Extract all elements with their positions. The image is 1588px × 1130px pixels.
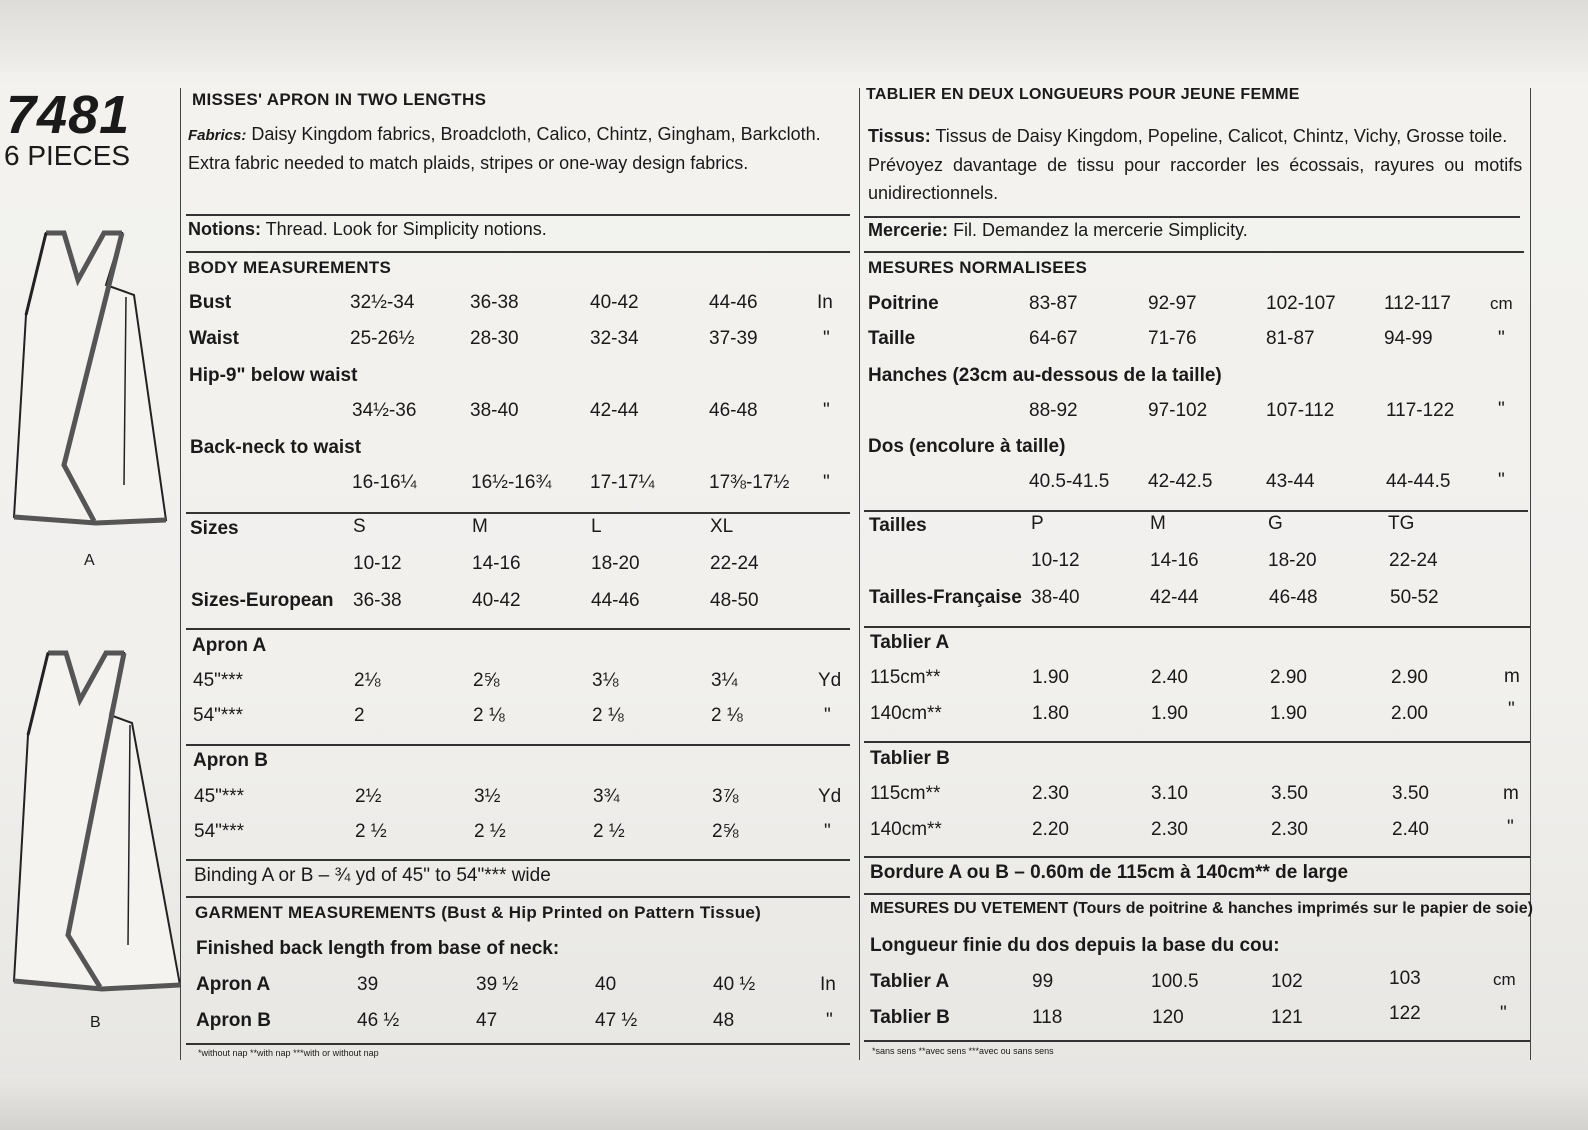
- en-bust-m: 36-38: [470, 292, 519, 313]
- fr-waist-g: 81-87: [1266, 328, 1315, 349]
- en-euro-xl: 48-50: [710, 590, 759, 611]
- en-apron-a-54-m: 2 ⅛: [473, 705, 505, 726]
- rule: [186, 512, 850, 514]
- fr-apron-a-115-g: 2.90: [1270, 667, 1307, 688]
- fr-fin-b-label: Tablier B: [870, 1007, 950, 1028]
- en-size-l: L: [591, 516, 602, 537]
- left-margin-rule: [180, 88, 181, 1060]
- fr-size-m-num: 14-16: [1150, 550, 1199, 571]
- fr-apron-a-140-unit: ": [1508, 699, 1515, 720]
- en-waist-label: Waist: [189, 328, 239, 349]
- en-apron-b-54-s: 2 ½: [355, 821, 387, 842]
- fr-waist-m: 71-76: [1148, 328, 1197, 349]
- en-notions-label: Notions:: [188, 219, 261, 239]
- en-back-unit: ": [823, 472, 830, 493]
- rule: [864, 216, 1520, 218]
- fr-back-tg: 44-44.5: [1386, 471, 1451, 492]
- fr-fabrics: [868, 126, 1507, 147]
- en-fin-a-xl: 40 ½: [713, 974, 756, 995]
- fr-bust-unit: cm: [1490, 294, 1513, 313]
- en-back-s: 16-16¼: [352, 472, 417, 493]
- en-euro-m: 40-42: [472, 590, 521, 611]
- fr-size-g-num: 18-20: [1268, 550, 1317, 571]
- pattern-number: 7481: [6, 85, 131, 145]
- en-fin-a-unit: In: [820, 974, 836, 995]
- fr-fin-a-tg: 103: [1389, 968, 1421, 989]
- en-apron-b-54-xl: 2⅝: [712, 821, 739, 842]
- fr-size-tg-num: 22-24: [1389, 550, 1438, 571]
- rule: [186, 859, 850, 861]
- fr-back-label: Dos (encolure à taille): [868, 436, 1066, 457]
- en-apron-a-45-xl: 3¼: [711, 670, 738, 691]
- fr-apron-a-115-p: 1.90: [1032, 667, 1069, 688]
- en-back-m: 16½-16¾: [471, 472, 552, 493]
- en-fabrics-label: Fabrics:: [188, 127, 247, 144]
- fr-euro-p: 38-40: [1031, 587, 1080, 608]
- en-fin-b-label: Apron B: [196, 1010, 271, 1031]
- en-hip-label: Hip-9" below waist: [189, 365, 358, 386]
- en-bust-l: 40-42: [590, 292, 639, 313]
- fr-fabrics-line3: unidirectionnels.: [868, 183, 999, 203]
- fr-hip-g: 107-112: [1266, 400, 1335, 421]
- en-hip-unit: ": [823, 400, 830, 421]
- apron-b-illustration: [8, 645, 186, 995]
- fr-apron-b-115-unit: m: [1503, 783, 1519, 804]
- en-apron-a-54-xl: 2 ⅛: [711, 705, 743, 726]
- en-apron-b-54-m: 2 ½: [474, 821, 506, 842]
- fr-hip-m: 97-102: [1148, 400, 1208, 421]
- fr-apron-a-140-tg: 2.00: [1391, 703, 1428, 724]
- fr-waist-tg: 94-99: [1384, 328, 1433, 349]
- figure-b-label: B: [90, 1014, 101, 1031]
- en-size-xl: XL: [710, 516, 734, 537]
- fr-hip-tg: 117-122: [1386, 400, 1455, 421]
- fr-fabrics-label: Tissus:: [868, 126, 931, 146]
- fr-fabrics-line2: Prévoyez davantage de tissu pour raccorder les écossais, rayures ou motifs: [868, 155, 1523, 175]
- en-bust-unit: In: [817, 292, 833, 313]
- fr-apron-a-140-m: 1.90: [1151, 703, 1188, 724]
- en-apron-a-45-label: 45"***: [193, 670, 244, 691]
- fr-apron-b-115-label: 115cm**: [870, 783, 941, 804]
- fr-bust-p: 83-87: [1029, 293, 1078, 314]
- fr-fin-b-tg: 122: [1389, 1003, 1421, 1024]
- fr-apron-a-115-label: 115cm**: [870, 667, 941, 688]
- fr-apron-a-140-p: 1.80: [1032, 703, 1069, 724]
- en-fin-b-unit: ": [826, 1010, 833, 1031]
- fr-apron-b-115-p: 2.30: [1032, 783, 1069, 804]
- fr-apron-a-115-m: 2.40: [1151, 667, 1188, 688]
- rule: [186, 744, 850, 746]
- en-waist-l: 32-34: [590, 328, 639, 349]
- fr-apron-b-label: Tablier B: [870, 748, 950, 769]
- en-apron-a-45-s: 2⅛: [354, 670, 381, 691]
- fr-apron-a-115-tg: 2.90: [1391, 667, 1428, 688]
- fr-euro-g: 46-48: [1269, 587, 1318, 608]
- paper-bottom-edge: [0, 1075, 1588, 1130]
- rule: [186, 628, 850, 630]
- fr-title: TABLIER EN DEUX LONGUEURS POUR JEUNE FEMME: [866, 86, 1300, 103]
- en-hip-s: 34½-36: [352, 400, 417, 421]
- en-apron-b-45-l: 3¾: [593, 786, 620, 807]
- en-hip-m: 38-40: [470, 400, 519, 421]
- fr-fin-b-unit: ": [1500, 1003, 1507, 1024]
- en-back-label: Back-neck to waist: [190, 437, 362, 458]
- en-apron-a-54-unit: ": [824, 705, 831, 726]
- en-back-xl: 17⅜-17½: [709, 472, 790, 493]
- en-garment-heading: GARMENT MEASUREMENTS (Bust & Hip Printed on Pattern Tissue): [195, 903, 762, 922]
- en-binding: Binding A or B – ¾ yd of 45" to 54"*** wide: [194, 865, 551, 886]
- fr-size-p: P: [1031, 513, 1044, 534]
- rule: [864, 510, 1528, 512]
- fr-apron-b-140-label: 140cm**: [870, 819, 942, 840]
- en-fin-a-s: 39: [357, 974, 379, 995]
- fr-apron-b-140-p: 2.20: [1032, 819, 1069, 840]
- rule: [864, 1040, 1530, 1042]
- fr-apron-b-115-g: 3.50: [1271, 783, 1308, 804]
- apron-a-illustration: [6, 225, 174, 530]
- en-fabrics-line2: Extra fabric needed to match plaids, stripes or one-way design fabrics.: [188, 153, 749, 173]
- en-apron-a-54-s: 2: [354, 705, 365, 726]
- en-apron-a-45-l: 3⅛: [592, 670, 619, 691]
- fr-apron-a-label: Tablier A: [870, 632, 950, 653]
- en-back-l: 17-17¼: [590, 472, 655, 493]
- fr-notions: [868, 220, 1248, 241]
- pieces-count: 6 PIECES: [4, 140, 131, 171]
- fr-apron-b-140-m: 2.30: [1151, 819, 1188, 840]
- fr-euro-label: Tailles-Française: [869, 587, 1022, 608]
- fr-bust-label: Poitrine: [868, 293, 939, 314]
- en-euro-s: 36-38: [353, 590, 402, 611]
- en-sizes-label: Sizes: [190, 518, 239, 539]
- fr-footnote: *sans sens **avec sens ***avec ou sans sens: [872, 1046, 1054, 1056]
- fr-fin-a-unit: cm: [1493, 970, 1516, 989]
- en-hip-xl: 46-48: [709, 400, 758, 421]
- en-apron-b-label: Apron B: [193, 750, 268, 771]
- fr-hip-p: 88-92: [1029, 400, 1078, 421]
- en-fabrics: [188, 124, 821, 145]
- fr-bust-g: 102-107: [1266, 293, 1336, 314]
- fr-apron-a-140-g: 1.90: [1270, 703, 1307, 724]
- en-finished: Finished back length from base of neck:: [196, 938, 560, 959]
- en-euro-l: 44-46: [591, 590, 640, 611]
- en-apron-a-45-m: 2⅝: [473, 670, 500, 691]
- fr-apron-b-140-g: 2.30: [1271, 819, 1308, 840]
- fr-fin-a-p: 99: [1032, 971, 1054, 992]
- en-size-m: M: [472, 516, 488, 537]
- fr-body-heading: MESURES NORMALISEES: [868, 258, 1088, 277]
- fr-apron-b-115-m: 3.10: [1151, 783, 1188, 804]
- figure-a-label: A: [84, 552, 95, 569]
- fr-apron-a-140-label: 140cm**: [870, 703, 942, 724]
- en-waist-xl: 37-39: [709, 328, 758, 349]
- rule: [864, 893, 1530, 895]
- en-fin-b-xl: 48: [713, 1010, 735, 1031]
- fr-fin-a-m: 100.5: [1151, 971, 1199, 992]
- en-apron-a-label: Apron A: [192, 635, 267, 656]
- en-apron-b-54-l: 2 ½: [593, 821, 625, 842]
- fr-notions-label: Mercerie:: [868, 220, 949, 240]
- rule: [186, 214, 850, 216]
- fr-fin-b-g: 121: [1271, 1007, 1303, 1028]
- en-size-s: S: [353, 516, 366, 537]
- en-size-s-num: 10-12: [353, 553, 402, 574]
- en-size-l-num: 18-20: [591, 553, 640, 574]
- fr-back-g: 43-44: [1266, 471, 1315, 492]
- en-apron-b-45-m: 3½: [474, 786, 501, 807]
- en-apron-b-45-s: 2½: [355, 786, 382, 807]
- en-fin-a-label: Apron A: [196, 974, 271, 995]
- fr-back-unit: ": [1498, 470, 1505, 491]
- en-apron-b-54-label: 54"***: [194, 821, 245, 842]
- fr-waist-unit: ": [1498, 328, 1505, 349]
- fr-waist-label: Taille: [868, 328, 916, 349]
- rule: [864, 741, 1530, 743]
- en-apron-b-54-unit: ": [824, 821, 831, 842]
- en-fabrics-text: Daisy Kingdom fabrics, Broadcloth, Calico, Chintz, Gingham, Barkcloth.: [251, 124, 821, 144]
- rule: [186, 1043, 850, 1045]
- en-waist-s: 25-26½: [350, 328, 415, 349]
- fr-fin-b-m: 120: [1152, 1007, 1184, 1028]
- fr-fin-a-g: 102: [1271, 971, 1303, 992]
- fr-size-tg: TG: [1388, 513, 1415, 534]
- en-apron-a-54-l: 2 ⅛: [592, 705, 624, 726]
- en-waist-unit: ": [823, 328, 830, 349]
- en-fin-a-m: 39 ½: [476, 974, 519, 995]
- en-footnote: *without nap **with nap ***with or without nap: [198, 1048, 379, 1058]
- fr-hip-label: Hanches (23cm au-dessous de la taille): [868, 365, 1222, 386]
- rule: [864, 856, 1530, 858]
- en-size-xl-num: 22-24: [710, 553, 759, 574]
- fr-apron-a-115-unit: m: [1504, 666, 1520, 687]
- en-hip-l: 42-44: [590, 400, 639, 421]
- en-apron-a-45-unit: Yd: [818, 670, 842, 691]
- fr-euro-m: 42-44: [1150, 587, 1199, 608]
- en-apron-b-45-label: 45"***: [194, 786, 245, 807]
- en-apron-b-45-unit: Yd: [818, 786, 842, 807]
- en-size-m-num: 14-16: [472, 553, 521, 574]
- en-euro-label: Sizes-European: [191, 590, 334, 611]
- en-notions-text: Thread. Look for Simplicity notions.: [265, 219, 547, 239]
- rule: [186, 251, 850, 253]
- en-waist-m: 28-30: [470, 328, 519, 349]
- fr-back-p: 40.5-41.5: [1029, 471, 1110, 492]
- fr-apron-b-115-tg: 3.50: [1392, 783, 1429, 804]
- fr-bust-tg: 112-117: [1384, 293, 1451, 314]
- fr-back-m: 42-42.5: [1148, 471, 1213, 492]
- en-fin-a-l: 40: [595, 974, 617, 995]
- fr-apron-b-140-unit: ": [1507, 817, 1514, 838]
- en-bust-xl: 44-46: [709, 292, 758, 313]
- fr-waist-p: 64-67: [1029, 328, 1078, 349]
- fr-sizes-label: Tailles: [869, 515, 927, 536]
- fr-size-m: M: [1150, 513, 1166, 534]
- en-fin-b-s: 46 ½: [357, 1010, 400, 1031]
- fr-euro-tg: 50-52: [1390, 587, 1439, 608]
- en-title: MISSES' APRON IN TWO LENGTHS: [192, 90, 487, 109]
- fr-fin-b-p: 118: [1032, 1007, 1063, 1028]
- en-fin-b-m: 47: [476, 1010, 498, 1031]
- fr-apron-b-140-tg: 2.40: [1392, 819, 1429, 840]
- en-bust-label: Bust: [189, 292, 232, 313]
- rule: [864, 626, 1530, 628]
- en-apron-a-54-label: 54"***: [193, 705, 244, 726]
- en-notions: [188, 219, 547, 240]
- rule: [186, 896, 850, 898]
- en-bust-s: 32½-34: [350, 292, 415, 313]
- fr-size-g: G: [1268, 513, 1283, 534]
- en-fin-b-l: 47 ½: [595, 1010, 638, 1031]
- paper-top-edge: [0, 0, 1588, 72]
- fr-binding: Bordure A ou B – 0.60m de 115cm à 140cm** de large: [870, 862, 1349, 883]
- fr-finished: Longueur finie du dos depuis la base du cou:: [870, 935, 1280, 956]
- fr-size-p-num: 10-12: [1031, 550, 1080, 571]
- rule: [864, 251, 1524, 253]
- fr-fabrics-text: Tissus de Daisy Kingdom, Popeline, Calicot, Chintz, Vichy, Grosse toile.: [935, 126, 1508, 146]
- fr-hip-unit: ": [1498, 399, 1505, 420]
- fr-garment-heading: MESURES DU VETEMENT (Tours de poitrine & hanches imprimés sur le papier de soie): [870, 900, 1533, 917]
- fr-fin-a-label: Tablier A: [870, 971, 950, 992]
- column-divider: [859, 88, 860, 1060]
- fr-bust-m: 92-97: [1148, 293, 1197, 314]
- en-apron-b-45-xl: 3⅞: [712, 786, 739, 807]
- en-body-heading: BODY MEASUREMENTS: [188, 258, 392, 277]
- fr-notions-text: Fil. Demandez la mercerie Simplicity.: [953, 220, 1248, 240]
